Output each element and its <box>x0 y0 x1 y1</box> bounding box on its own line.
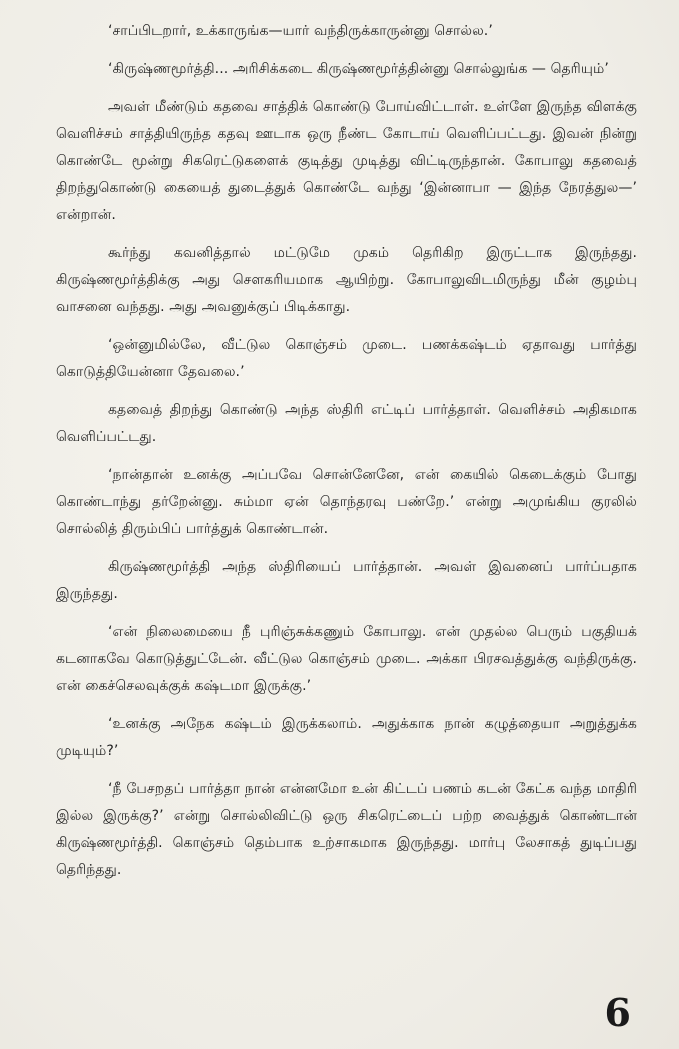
paragraph-1: ‘சாப்பிடறார், உக்காருங்க—யார் வந்திருக்காருன்னு சொல்ல.’ <box>108 23 493 39</box>
paragraph-4: கூர்ந்து கவனித்தால் மட்டுமே முகம் தெரிகிற இருட்டாக இருந்தது. கிருஷ்ணமூர்த்திக்கு அது சௌகரியமாக ஆயிற்று. கோபாலுவிடமிருந்து மீன் குழம்பு வாசனை வந்தது. அது அவனுக்குப் பிடிக்காது. <box>56 245 637 315</box>
paragraph-6: கதவைத் திறந்து கொண்டு அந்த ஸ்திரி எட்டிப் பார்த்தாள். வெளிச்சம் அதிகமாக வெளிப்பட்டது. <box>56 402 637 445</box>
paragraph-5: ‘ஒன்னுமில்லே, வீட்டுல கொஞ்சம் முடை. பணக்கஷ்டம் ஏதாவது பார்த்து கொடுத்தியேன்னா தேவலை.’ <box>56 337 637 380</box>
paragraph-11: ‘நீ பேசறதப் பார்த்தா நான் என்னமோ உன் கிட்டப் பணம் கடன் கேட்க வந்த மாதிரி இல்ல இருக்கு?’ என்று சொல்லிவிட்டு ஒரு சிகரெட்டைப் பற்ற வைத்துக் கொண்டான் கிருஷ்ணமூர்த்தி. கொஞ்சம் தெம்பாக உற்சாகமாக இருந்தது. மார்பு லேசாகத் துடிப்பது தெரிந்தது. <box>56 781 637 878</box>
paragraph-9: ‘என் நிலைமையை நீ புரிஞ்சுக்கணும் கோபாலு. என் முதல்ல பெரும் பகுதியக் கடனாகவே கொடுத்துட்டேன். வீட்டுல கொஞ்சம் முடை. அக்கா பிரசவத்துக்கு வந்திருக்கு. என் கைச்செலவுக்குக் கஷ்டமா இருக்கு.’ <box>56 624 637 694</box>
paragraph-7: ‘நான்தான் உனக்கு அப்பவே சொன்னேனே, என் கையில் கெடைக்கும் போது கொண்டாந்து தர்றேன்னு. சும்மா ஏன் தொந்தரவு பண்றே.’ என்று அமுங்கிய குரலில் சொல்லித் திரும்பிப் பார்த்துக் கொண்டான். <box>56 467 637 537</box>
page-number: 6 <box>604 990 631 1035</box>
paragraph-2: ‘கிருஷ்ணமூர்த்தி... அரிசிக்கடை கிருஷ்ணமூர்த்தின்னு சொல்லுங்க — தெரியும்’ <box>108 61 609 77</box>
paragraph-3: அவள் மீண்டும் கதவை சாத்திக் கொண்டு போய்விட்டாள். உள்ளே இருந்த விளக்கு வெளிச்சம் சாத்தியிருந்த கதவு ஊடாக ஒரு நீண்ட கோடாய் வெளிப்பட்டது. இவன் நின்று கொண்டே மூன்று சிகரெட்டுகளைக் குடித்து முடித்து விட்டிருந்தான். கோபாலு கதவைத் திறந்துகொண்டு கையைத் துடைத்துக் கொண்டே வந்து ‘இன்னாபா — இந்த நேரத்துல—’ என்றான். <box>56 99 637 223</box>
paragraph-10: ‘உனக்கு அநேக கஷ்டம் இருக்கலாம். அதுக்காக நான் கழுத்தையா அறுத்துக்க முடியும்?’ <box>56 716 637 759</box>
paragraph-8: கிருஷ்ணமூர்த்தி அந்த ஸ்திரியைப் பார்த்தான். அவள் இவனைப் பார்ப்பதாக இருந்தது. <box>56 559 637 602</box>
